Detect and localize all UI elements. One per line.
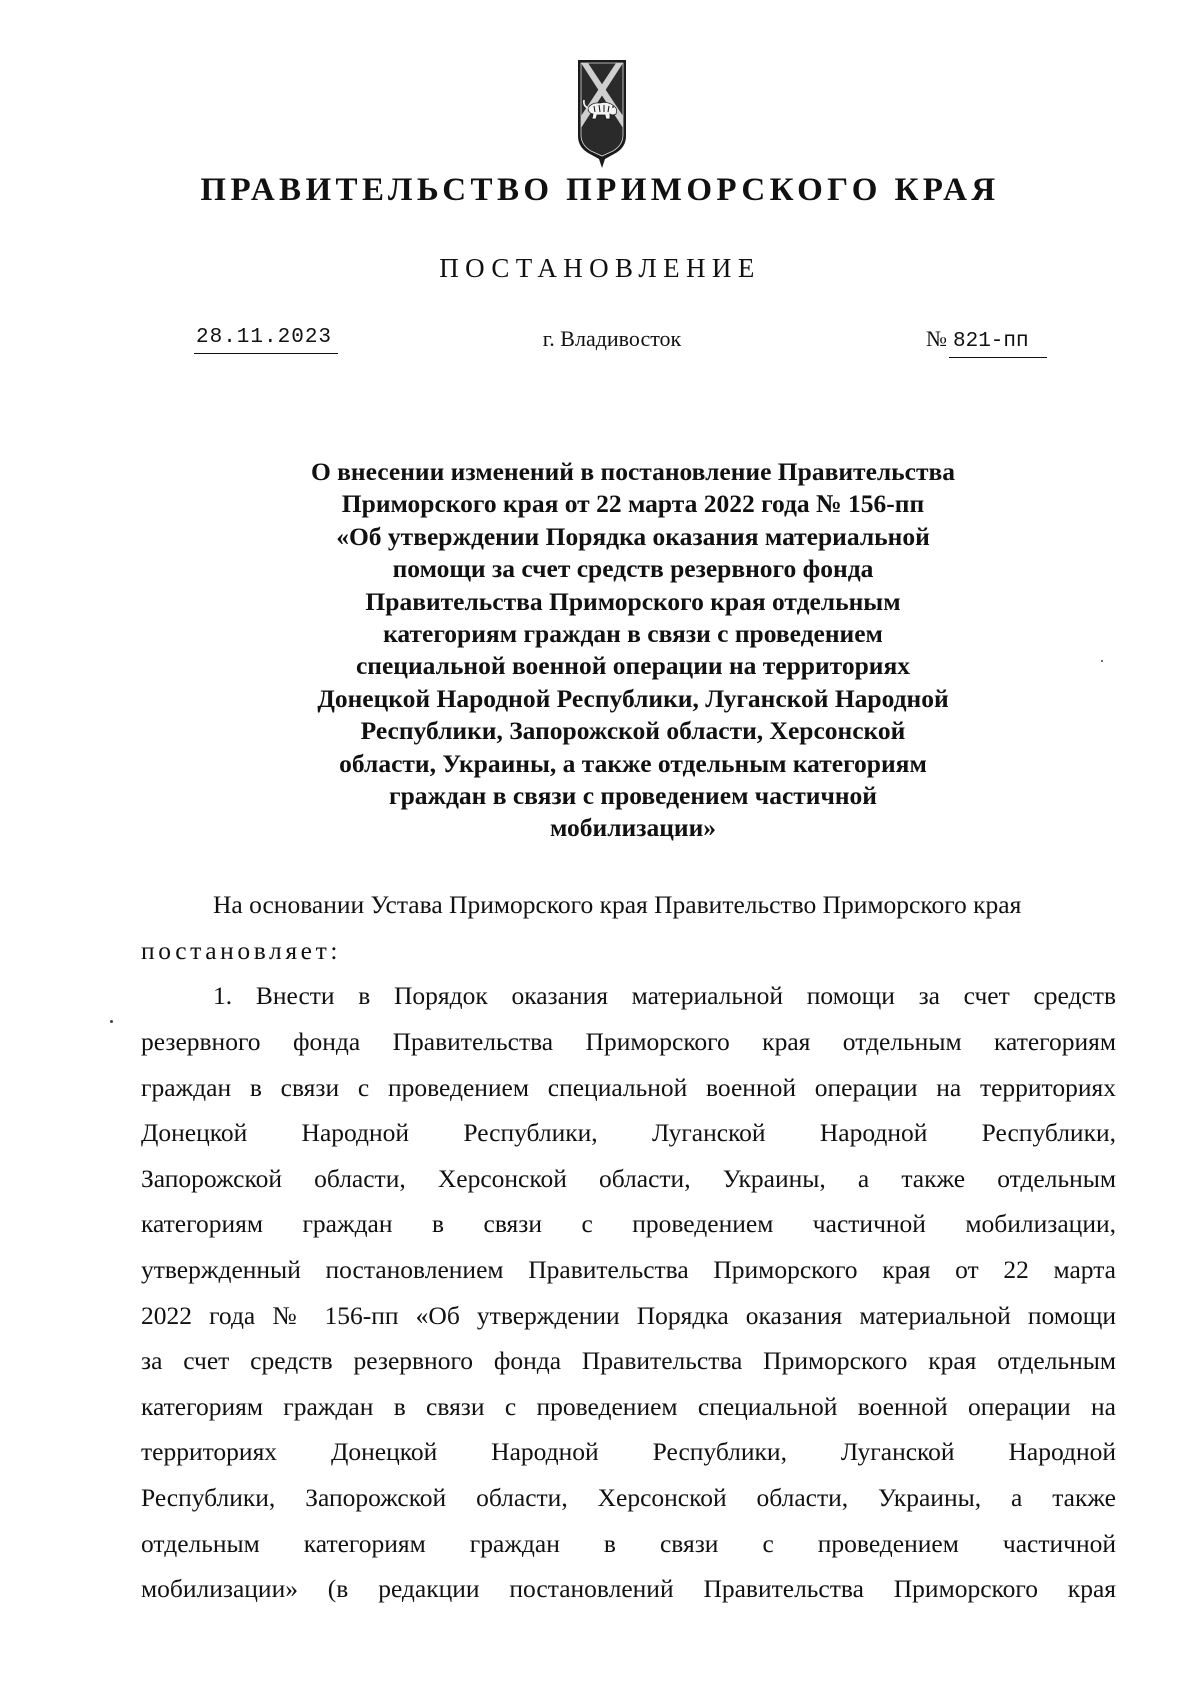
date-underline xyxy=(194,353,338,354)
document-city: г. Владивосток xyxy=(542,326,682,351)
paragraph-line: категориям граждан в связи с проведением частичной мобилизации, xyxy=(141,1209,1116,1238)
document-heading xyxy=(0,456,1200,845)
document-type: ПОСТАНОВЛЕНИЕ xyxy=(439,253,761,283)
heading-line: Республики, Запорожской области, Херсонской xyxy=(360,716,906,746)
heading-line: О внесении изменений в постановление Правительства xyxy=(310,457,956,486)
heading-line: мобилизации» xyxy=(549,813,717,843)
preamble-line: постановляет: xyxy=(141,936,342,965)
paragraph-line: Донецкой Народной Республики, Луганской Народной Республики, xyxy=(141,1118,1116,1147)
heading-line: Донецкой Народной Республики, Луганской Народной xyxy=(317,683,949,713)
heading-line: области, Украины, а также отдельным категориям xyxy=(339,748,927,778)
heading-line: специальной военной операции на территориях xyxy=(355,651,911,681)
heading-line: Правительства Приморского края отдельным xyxy=(365,586,901,616)
paragraph-line: утвержденный постановлением Правительства Приморского края от 22 марта xyxy=(141,1255,1116,1284)
paragraph-line: Запорожской области, Херсонской области, Украины, а также отдельным xyxy=(141,1164,1116,1193)
document-number-value: 821-пп xyxy=(953,330,1047,353)
paragraph-line: граждан в связи с проведением специальной военной операции на территориях xyxy=(141,1073,1116,1102)
heading-line: помощи за счет средств резервного фонда xyxy=(392,554,874,584)
preamble-line: На основании Устава Приморского края Правительство Приморского края xyxy=(213,890,1022,919)
scan-speck xyxy=(1101,660,1103,662)
paragraph-line: 2022 года № 156-пп «Об утверждении Порядка оказания материальной помощи xyxy=(141,1301,1116,1330)
document-date-value: 28.11.2023 xyxy=(196,326,333,349)
paragraph-line: отдельным категориям граждан в связи с проведением частичной xyxy=(141,1529,1116,1558)
paragraph-line: за счет средств резервного фонда Правительства Приморского края отдельным xyxy=(141,1346,1116,1375)
paragraph-line: мобилизации» (в редакции постановлений Правительства Приморского края xyxy=(141,1574,1116,1603)
scan-speck xyxy=(110,1020,113,1023)
paragraph-line: территориях Донецкой Народной Республики, Луганской Народной xyxy=(141,1437,1116,1466)
heading-line: Приморского края от 22 марта 2022 года № 156-пп xyxy=(341,489,925,519)
paragraph-line: 1. Внести в Порядок оказания материальной помощи за счет средств xyxy=(213,981,1116,1010)
heading-line: граждан в связи с проведением частичной xyxy=(388,781,877,811)
heading-line: категориям граждан в связи с проведением xyxy=(383,619,883,649)
paragraph-line: категориям граждан в связи с проведением специальной военной операции на xyxy=(141,1392,1116,1421)
number-sign: № xyxy=(926,326,947,351)
paragraph-line: Республики, Запорожской области, Херсонской области, Украины, а также xyxy=(141,1483,1116,1512)
document-number xyxy=(926,326,1047,353)
organization-title: ПРАВИТЕЛЬСТВО ПРИМОРСКОГО КРАЯ xyxy=(200,172,1000,208)
coat-of-arms-icon xyxy=(572,56,632,172)
paragraph-line: резервного фонда Правительства Приморского края отдельным категориям xyxy=(141,1027,1116,1056)
heading-line: «Об утверждении Порядка оказания материальной xyxy=(336,521,930,551)
